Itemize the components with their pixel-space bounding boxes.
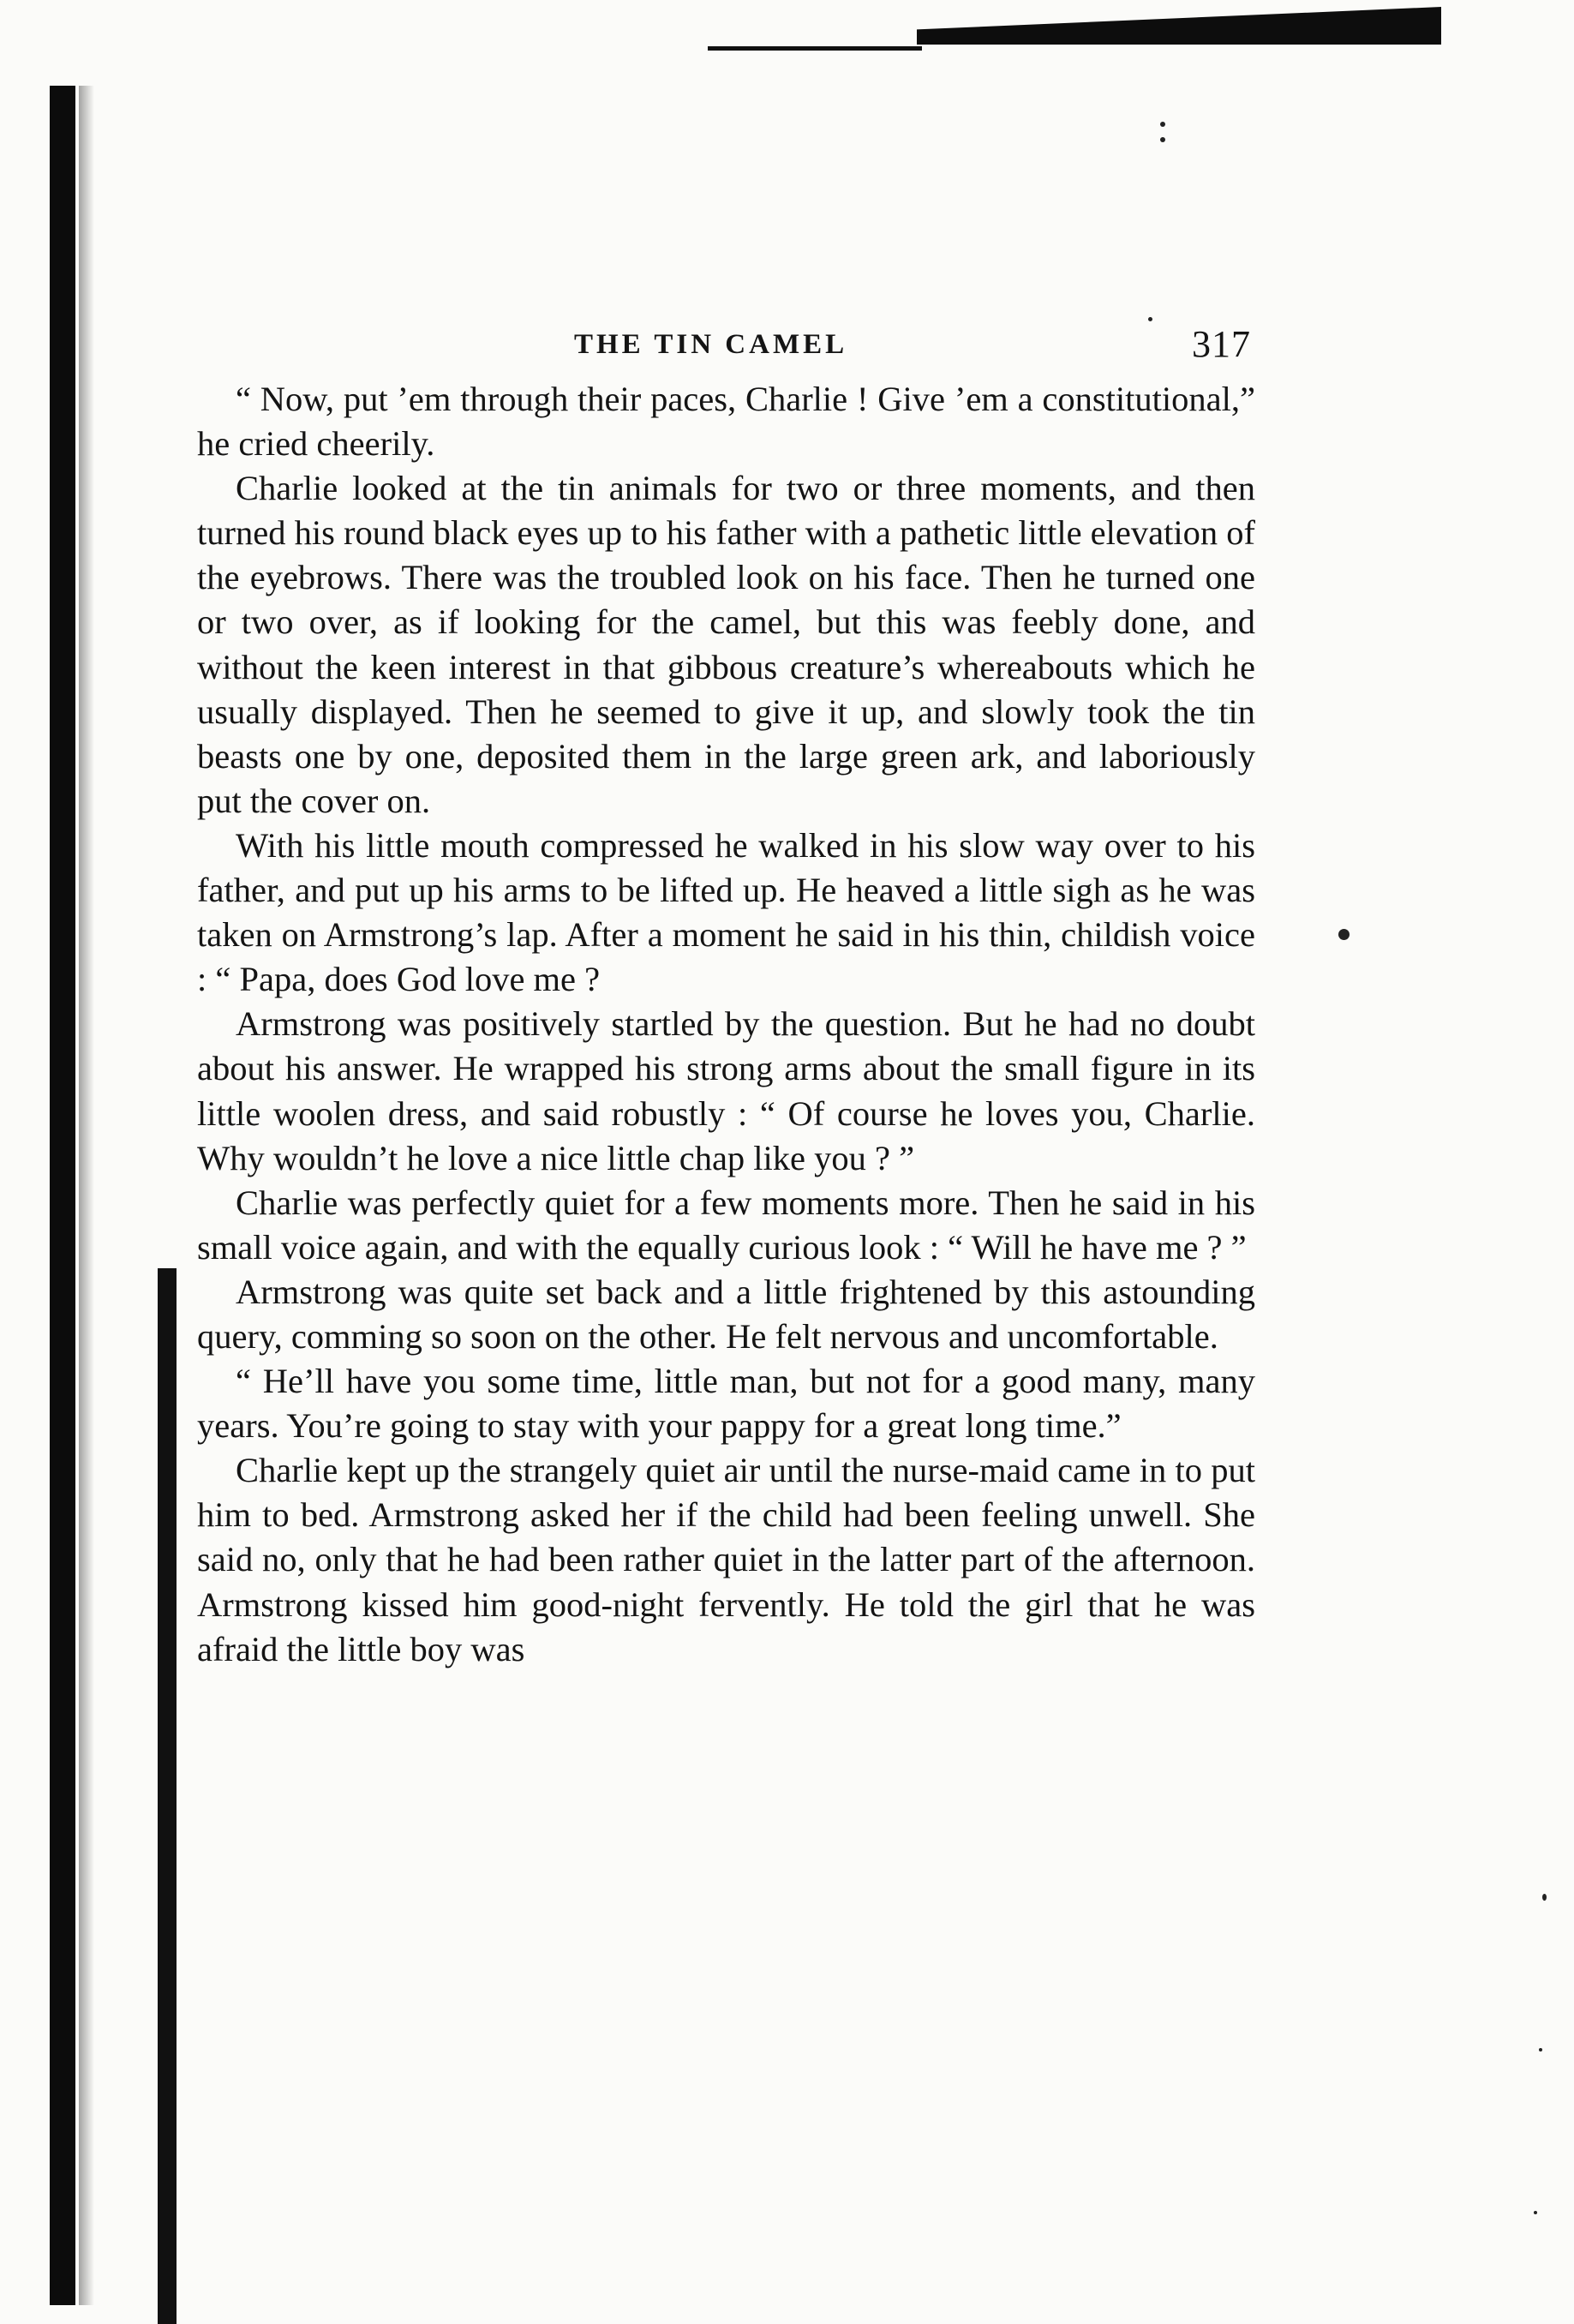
scan-edge-shadow bbox=[917, 7, 1441, 45]
body-text bbox=[197, 377, 1255, 2194]
paragraph: With his little mouth compressed he walked in his slow way over to his father, and put up his arms to be lifted up. He heaved a little sigh as he was taken on Armstrong’s lap. After a moment he said in his thin, childish voice : “ Papa, does God love me ? bbox=[197, 825, 1255, 999]
scan-gutter-edge bbox=[158, 1268, 177, 2324]
scan-speck bbox=[1160, 122, 1165, 127]
paragraph: Charlie was perfectly quiet for a few moments more. Then he said in his small voice again, and with the equally curious look : “ Will he have me ? ” bbox=[197, 1183, 1255, 1267]
scan-speck bbox=[1338, 929, 1350, 940]
paragraph: Armstrong was positively startled by the question. But he had no doubt about his answer. He wrapped his strong arms about the small figure in its little woolen dress, and said robustly : “ Of course he loves you, Charlie. Why wouldn’t he love a nice little chap like you ? ” bbox=[197, 1004, 1255, 1177]
scan-edge-rule bbox=[708, 46, 922, 51]
page-number: 317 bbox=[1192, 323, 1251, 365]
running-title: THE TIN CAMEL bbox=[574, 329, 848, 360]
scan-speck bbox=[1148, 317, 1152, 321]
scan-speck bbox=[1542, 1894, 1547, 1901]
paragraph: Armstrong was quite set back and a little frightened by this astounding query, comming so soon on the other. He felt nervous and uncomfortable. bbox=[197, 1272, 1255, 1356]
scan-speck bbox=[1160, 137, 1165, 142]
paragraph: “ He’ll have you some time, little man, but not for a good many, many years. You’re going to stay with your pappy for a great long time.” bbox=[197, 1362, 1255, 1446]
scan-speck bbox=[1534, 2211, 1537, 2214]
paragraph: Charlie kept up the strangely quiet air until the nurse-maid came in to put him to bed. Armstrong asked her if the child had been feeling unwell. She said no, only that he had been rather quiet in the latter part of the afternoon. Armstrong kissed him good-night fervently. He told the girl that he was afraid the little boy was bbox=[197, 1451, 1255, 1668]
running-head bbox=[197, 322, 1251, 374]
paragraph: “ Now, put ’em through their paces, Charlie ! Give ’em a constitutional,” he cried cheerily. bbox=[197, 380, 1255, 464]
scan-binding-edge bbox=[50, 86, 75, 2305]
scan-binding-shade bbox=[79, 86, 94, 2305]
scan-speck bbox=[1539, 2048, 1542, 2051]
paragraph: Charlie looked at the tin animals for two or three moments, and then turned his round black eyes up to his father with a pathetic little elevation of the eyebrows. There was the troubled look on his face. Then he turned one or two over, as if looking for the camel, but this was feebly done, and without the keen interest in that gibbous creature’s whereabouts which he usually displayed. Then he seemed to give it up, and slowly took the tin beasts one by one, deposited them in the large green ark, and laboriously put the cover on. bbox=[197, 469, 1255, 820]
